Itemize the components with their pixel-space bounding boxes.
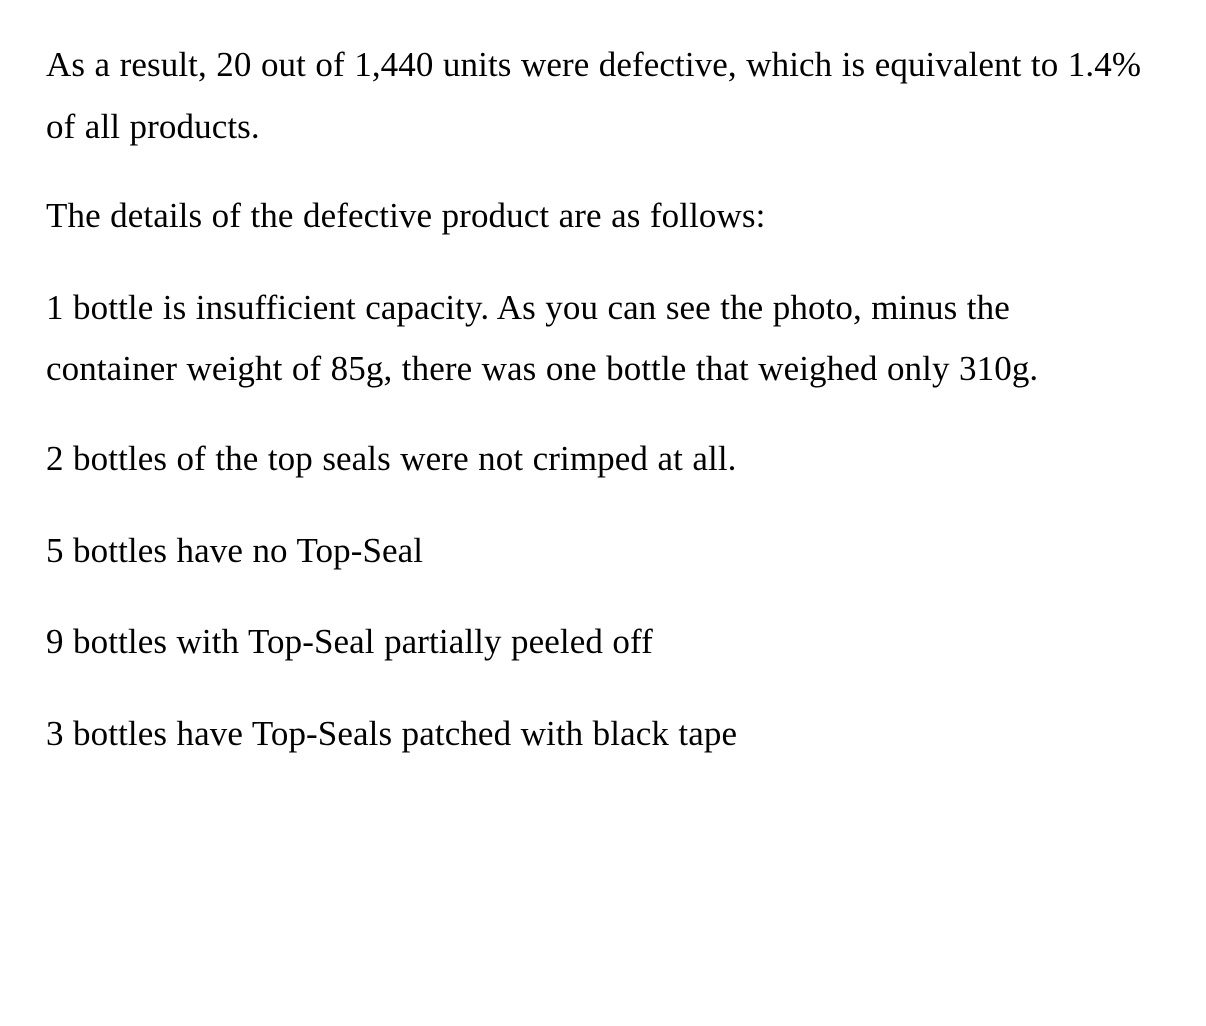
paragraph-summary: As a result, 20 out of 1,440 units were defective, which is equivalent to 1.4% of all products.: [46, 45, 1142, 146]
paragraph-details-intro: The details of the defective product are as follows:: [46, 196, 766, 236]
paragraph-defect-partially-peeled: 9 bottles with Top-Seal partially peeled off: [46, 622, 653, 662]
paragraph-defect-not-crimped: 2 bottles of the top seals were not crimped at all.: [46, 438, 737, 478]
paragraph-defect-capacity: 1 bottle is insufficient capacity. As you can see the photo, minus the container weight of 85g, there was one bottle that weighed only 310g.: [46, 287, 1039, 389]
paragraph-defect-black-tape: 3 bottles have Top-Seals patched with black tape: [46, 713, 738, 753]
paragraph-defect-no-top-seal: 5 bottles have no Top-Seal: [46, 530, 424, 570]
